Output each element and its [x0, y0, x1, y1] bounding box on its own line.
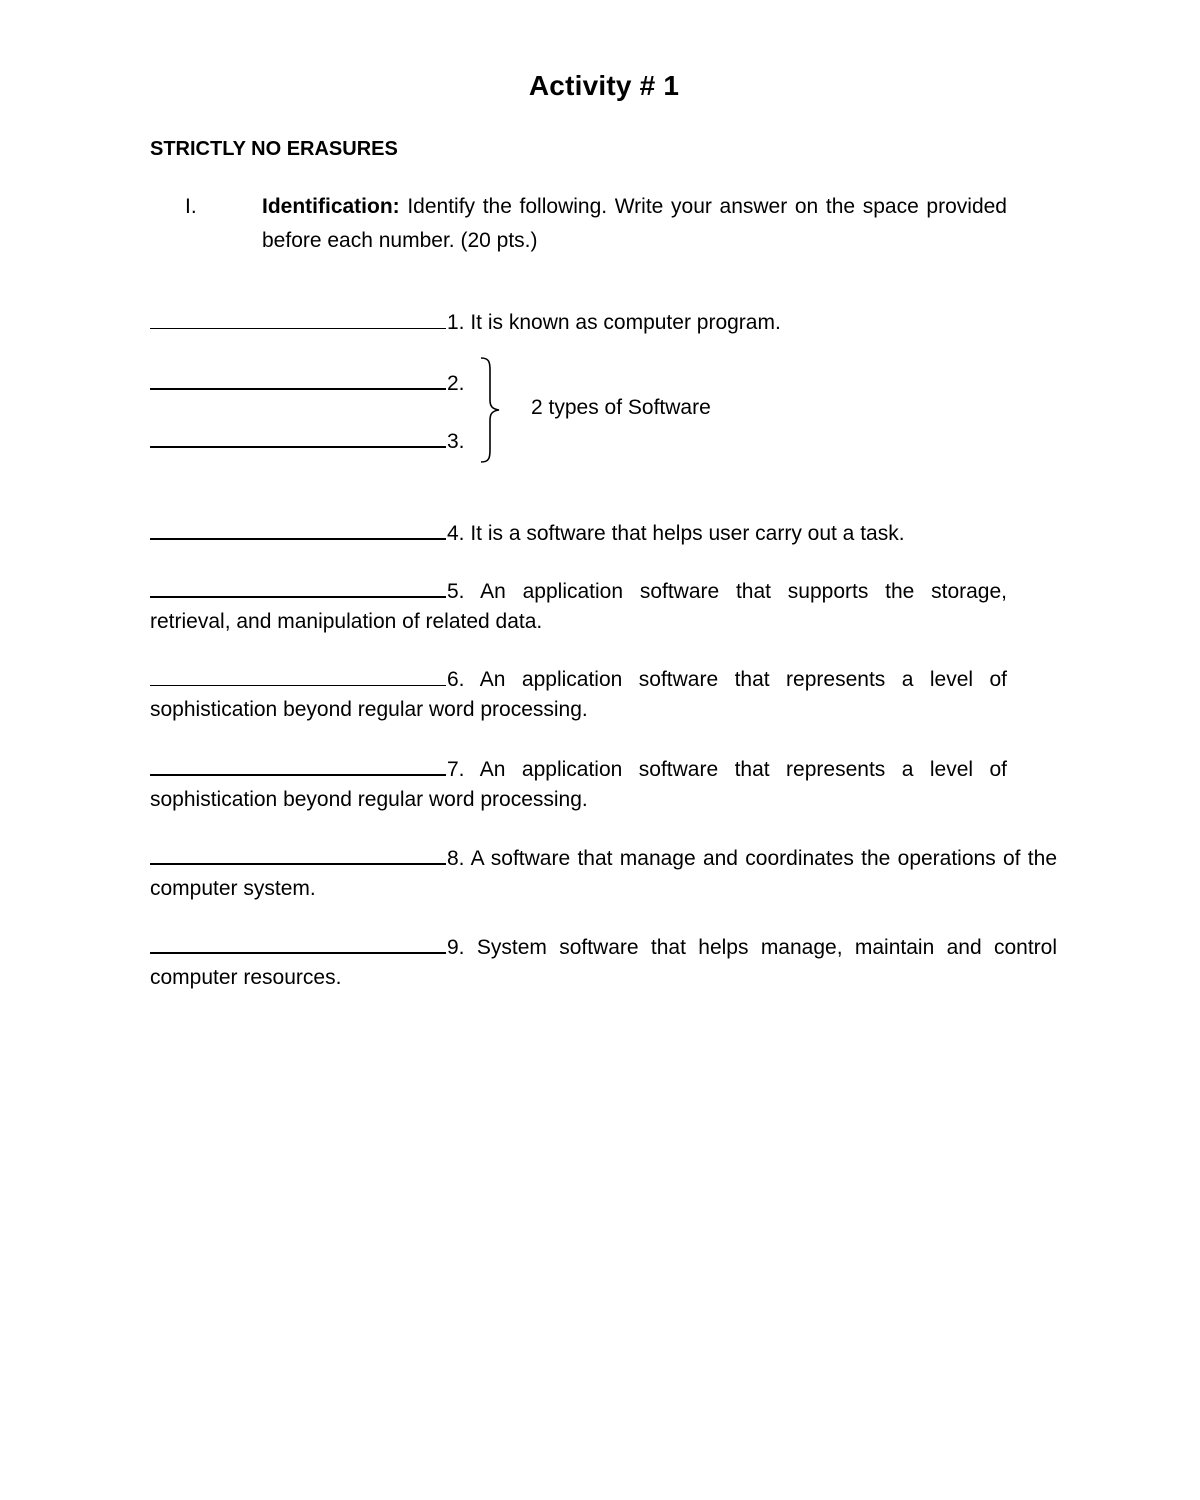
section-label: Identification:: [262, 195, 400, 218]
answer-blank-7[interactable]: [150, 752, 446, 776]
answer-blank-2[interactable]: [150, 366, 446, 390]
question-text-9: 9. System software that helps manage, maintain and control computer resources.: [150, 936, 1057, 989]
question-text-2: 2.: [447, 372, 465, 395]
answer-blank-1[interactable]: [150, 306, 446, 329]
question-item-2: [150, 366, 465, 399]
answer-blank-4[interactable]: [150, 516, 446, 540]
instruction-header: STRICTLY NO ERASURES: [150, 138, 398, 160]
question-item-4: [150, 516, 905, 549]
section-instructions: [262, 190, 1007, 258]
question-text-3: 3.: [447, 430, 465, 453]
question-item-7: [150, 752, 1007, 815]
section-instructions-text: Identify the following. Write your answer on the space provided before each number. (20 pts.): [262, 195, 1007, 252]
question-item-9: [150, 930, 1057, 993]
brace-label: 2 types of Software: [531, 396, 711, 419]
question-text-4: 4. It is a software that helps user carry out a task.: [447, 522, 905, 545]
question-item-1: [150, 306, 781, 338]
answer-blank-5[interactable]: [150, 574, 446, 598]
answer-blank-6[interactable]: [150, 663, 446, 686]
page-title: Activity # 1: [528, 70, 680, 101]
question-item-6: [150, 663, 1007, 725]
answer-blank-8[interactable]: [150, 841, 446, 865]
answer-blank-9[interactable]: [150, 930, 446, 954]
question-text-5: 5. An application software that supports the storage, retrieval, and manipulation of related data.: [150, 580, 1007, 633]
question-text-1: 1. It is known as computer program.: [447, 311, 781, 334]
section-number: I.: [185, 195, 197, 218]
right-brace-icon: [478, 356, 502, 464]
question-item-5: [150, 574, 1007, 637]
question-item-3: [150, 424, 465, 457]
answer-blank-3[interactable]: [150, 424, 446, 448]
question-text-8: 8. A software that manage and coordinates the operations of the computer system.: [150, 847, 1057, 900]
question-text-7: 7. An application software that represents a level of sophistication beyond regular word processing.: [150, 758, 1007, 811]
question-text-6: 6. An application software that represents a level of sophistication beyond regular word processing.: [150, 668, 1007, 721]
question-item-8: [150, 841, 1057, 904]
